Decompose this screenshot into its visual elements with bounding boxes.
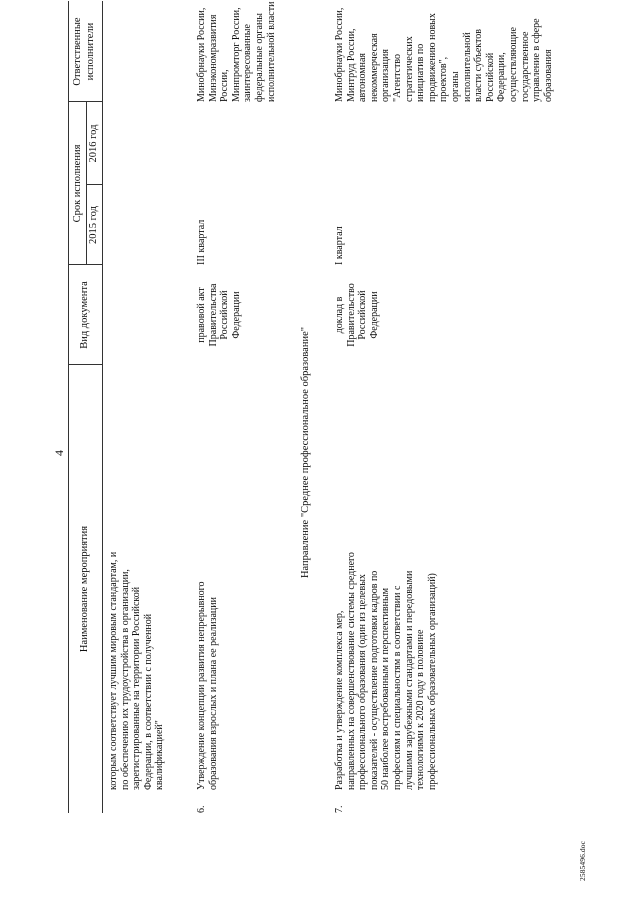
row-6-executors [196,1,277,102]
row-7-executors [334,1,554,102]
executor-line: осуществляющие [507,27,519,102]
header-year-2016: 2016 год [88,124,99,163]
activity-line: лучшими зарубежными стандартами и передовыми [403,570,415,790]
activity-line: профессиональных образовательных организаций) [426,573,438,790]
executor-line: некоммерческая [368,33,380,102]
executor-line: Минтруд России, [345,28,357,102]
header-top-rule [68,1,69,813]
activity-line: профессиям и специальностям в соответствии с [391,585,403,790]
activity-line: зарегистрированные на территории Российской [131,586,143,790]
executor-line: России, [219,69,231,102]
executor-line: продвижению новых [426,13,438,102]
activity-line: 50 наиболее востребованным и перспективным [380,587,392,790]
doc-line: правовой акт [196,287,207,343]
executor-line: заинтересованные [242,24,254,102]
executor-line: образования [542,49,554,102]
header-activity: Наименование мероприятия [79,525,90,653]
activity-line: технологиями к 2020 году в половине [415,629,427,790]
executor-line: Минобрнауки России, [196,7,207,102]
executor-line: инициатив по [415,43,427,102]
executor-line: Минпромторг России, [230,7,242,102]
doc-line: доклад в [334,296,345,334]
row-7-deadline-2015: I квартал [334,226,345,265]
activity-line: направленных на совершенствование системы среднего [345,552,357,790]
header-executors-line-2: исполнители [85,22,96,81]
activity-line: Федерации, в соответствии с полученной [142,613,154,790]
row-6-doc-type [196,265,242,365]
header-doc-type: Вид документа [79,281,90,349]
executor-line: стратегических [403,36,415,102]
executor-line: Российской Федерации, [484,52,508,102]
executor-line: управление в сфере [531,18,543,102]
header-bottom-rule [102,1,103,813]
executor-line: Минобрнауки России, [334,7,345,102]
activity-line: образования взрослых и плана ее реализации [207,597,219,790]
executor-line: федеральные органы [253,12,265,102]
doc-line: Правительства [207,283,219,347]
doc-line: Российской [219,290,231,340]
header-year-2015: 2015 год [88,206,99,244]
executor-line: власти субъектов [473,29,485,102]
doc-line: Правительство [345,283,357,347]
row-7-number: 7. [334,805,345,813]
activity-line: по обеспечению их трудоустройства в организации, [119,569,131,790]
activity-line: показателей - осуществление подготовки кадров по [368,570,380,790]
row-7-doc-type [334,265,380,365]
executor-line: государственное [519,31,531,102]
page-number: 4 [52,450,66,456]
executor-line: организация "Агентство [380,49,403,102]
row-6-number: 6. [196,805,207,813]
activity-line: профессионального образования (один из целевых [357,574,369,790]
section-title: Направление "Среднее профессиональное образование" [300,326,311,579]
activity-line: которым соответствует лучшим мировым стандартам, и [108,551,119,790]
activity-line: Разработка и утверждение комплекса мер, [334,610,345,790]
row-6-activity [196,365,219,790]
executor-line: проектов", [438,56,450,102]
doc-line: Федерации [230,291,242,339]
activity-line: Утверждение концепции развития непрерывного [196,581,207,790]
activity-line: квалификацией" [154,720,166,790]
executor-line: Минэкономразвития [207,14,219,102]
continuation-activity [108,365,166,790]
header-deadline: Срок исполнения [72,144,83,223]
doc-line: Федерации [368,291,380,339]
executor-line: автономная [357,52,369,102]
executor-line: органы исполнительной [449,32,473,102]
doc-line: Российской [357,290,369,340]
row-7-activity [334,365,438,790]
document-code: 2585496.doc [578,840,587,881]
executor-line: исполнительной власти [265,1,277,102]
row-6-deadline-2015: III квартал [196,219,207,265]
header-executors-line-1: Ответственные [72,17,83,86]
